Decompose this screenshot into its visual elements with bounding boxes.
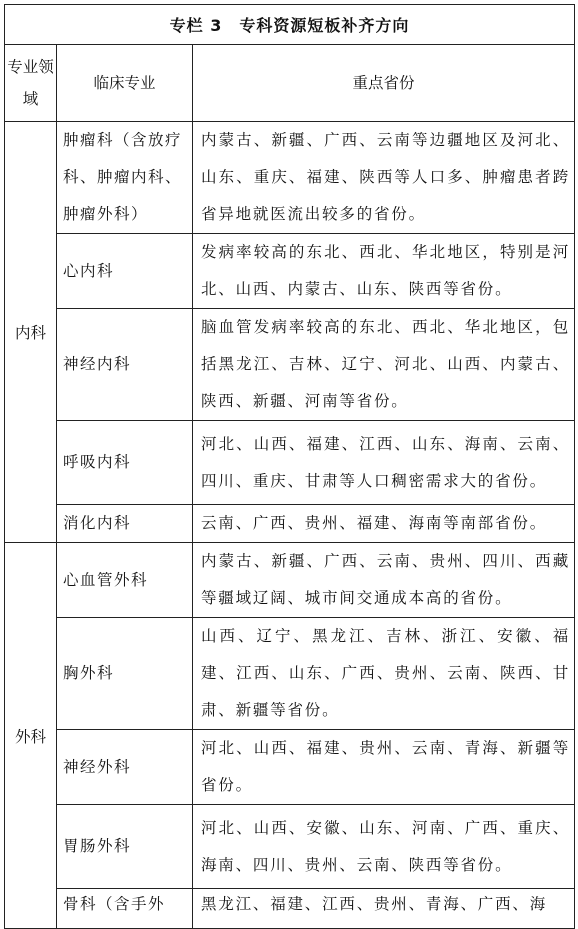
- table-row: [5, 309, 575, 421]
- table-title: 专栏 3 专科资源短板补齐方向: [5, 5, 575, 45]
- domain-surgery: 外科: [5, 543, 57, 929]
- provinces-cell: 黑龙江、福建、江西、贵州、青海、广西、海: [193, 889, 575, 929]
- table-row: [5, 122, 575, 234]
- specialty-cell: 胸外科: [57, 618, 193, 730]
- table-row: [5, 618, 575, 730]
- specialty-cell: 肿瘤科（含放疗科、肿瘤内科、肿瘤外科）: [57, 122, 193, 234]
- provinces-cell: 河北、山西、安徽、山东、河南、广西、重庆、海南、四川、贵州、云南、陕西等省份。: [193, 805, 575, 889]
- table-row: [5, 505, 575, 543]
- table-row: [5, 234, 575, 309]
- provinces-cell: 云南、广西、贵州、福建、海南等南部省份。: [193, 505, 575, 543]
- specialty-cell: 消化内科: [57, 505, 193, 543]
- specialty-cell: 心内科: [57, 234, 193, 309]
- specialty-cell: 胃肠外科: [57, 805, 193, 889]
- specialty-cell: 心血管外科: [57, 543, 193, 618]
- table-row: [5, 421, 575, 505]
- table-row: [5, 805, 575, 889]
- table-row: [5, 730, 575, 805]
- specialty-cell: 呼吸内科: [57, 421, 193, 505]
- provinces-cell: 山西、辽宁、黑龙江、吉林、浙江、安徽、福建、江西、山东、广西、贵州、云南、陕西、甘肃、新疆等省份。: [193, 618, 575, 730]
- table-row: [5, 543, 575, 618]
- header-specialty: 临床专业: [57, 45, 193, 122]
- provinces-cell: 河北、山西、福建、贵州、云南、青海、新疆等省份。: [193, 730, 575, 805]
- provinces-cell: 脑血管发病率较高的东北、西北、华北地区，包括黑龙江、吉林、辽宁、河北、山西、内蒙古、陕西、新疆、河南等省份。: [193, 309, 575, 421]
- provinces-cell: 河北、山西、福建、江西、山东、海南、云南、四川、重庆、甘肃等人口稠密需求大的省份。: [193, 421, 575, 505]
- specialty-cell: 神经外科: [57, 730, 193, 805]
- specialty-table: [4, 4, 575, 929]
- table-row: [5, 889, 575, 929]
- domain-internal: 内科: [5, 122, 57, 543]
- header-row: [5, 45, 575, 122]
- provinces-cell: 内蒙古、新疆、广西、云南等边疆地区及河北、山东、重庆、福建、陕西等人口多、肿瘤患者跨省异地就医流出较多的省份。: [193, 122, 575, 234]
- specialty-cell: 神经内科: [57, 309, 193, 421]
- specialty-cell: 骨科（含手外: [57, 889, 193, 929]
- header-domain: 专业领域: [5, 45, 57, 122]
- provinces-cell: 内蒙古、新疆、广西、云南、贵州、四川、西藏等疆域辽阔、城市间交通成本高的省份。: [193, 543, 575, 618]
- header-provinces: 重点省份: [193, 45, 575, 122]
- provinces-cell: 发病率较高的东北、西北、华北地区，特别是河北、山西、内蒙古、山东、陕西等省份。: [193, 234, 575, 309]
- table-title-row: [5, 5, 575, 45]
